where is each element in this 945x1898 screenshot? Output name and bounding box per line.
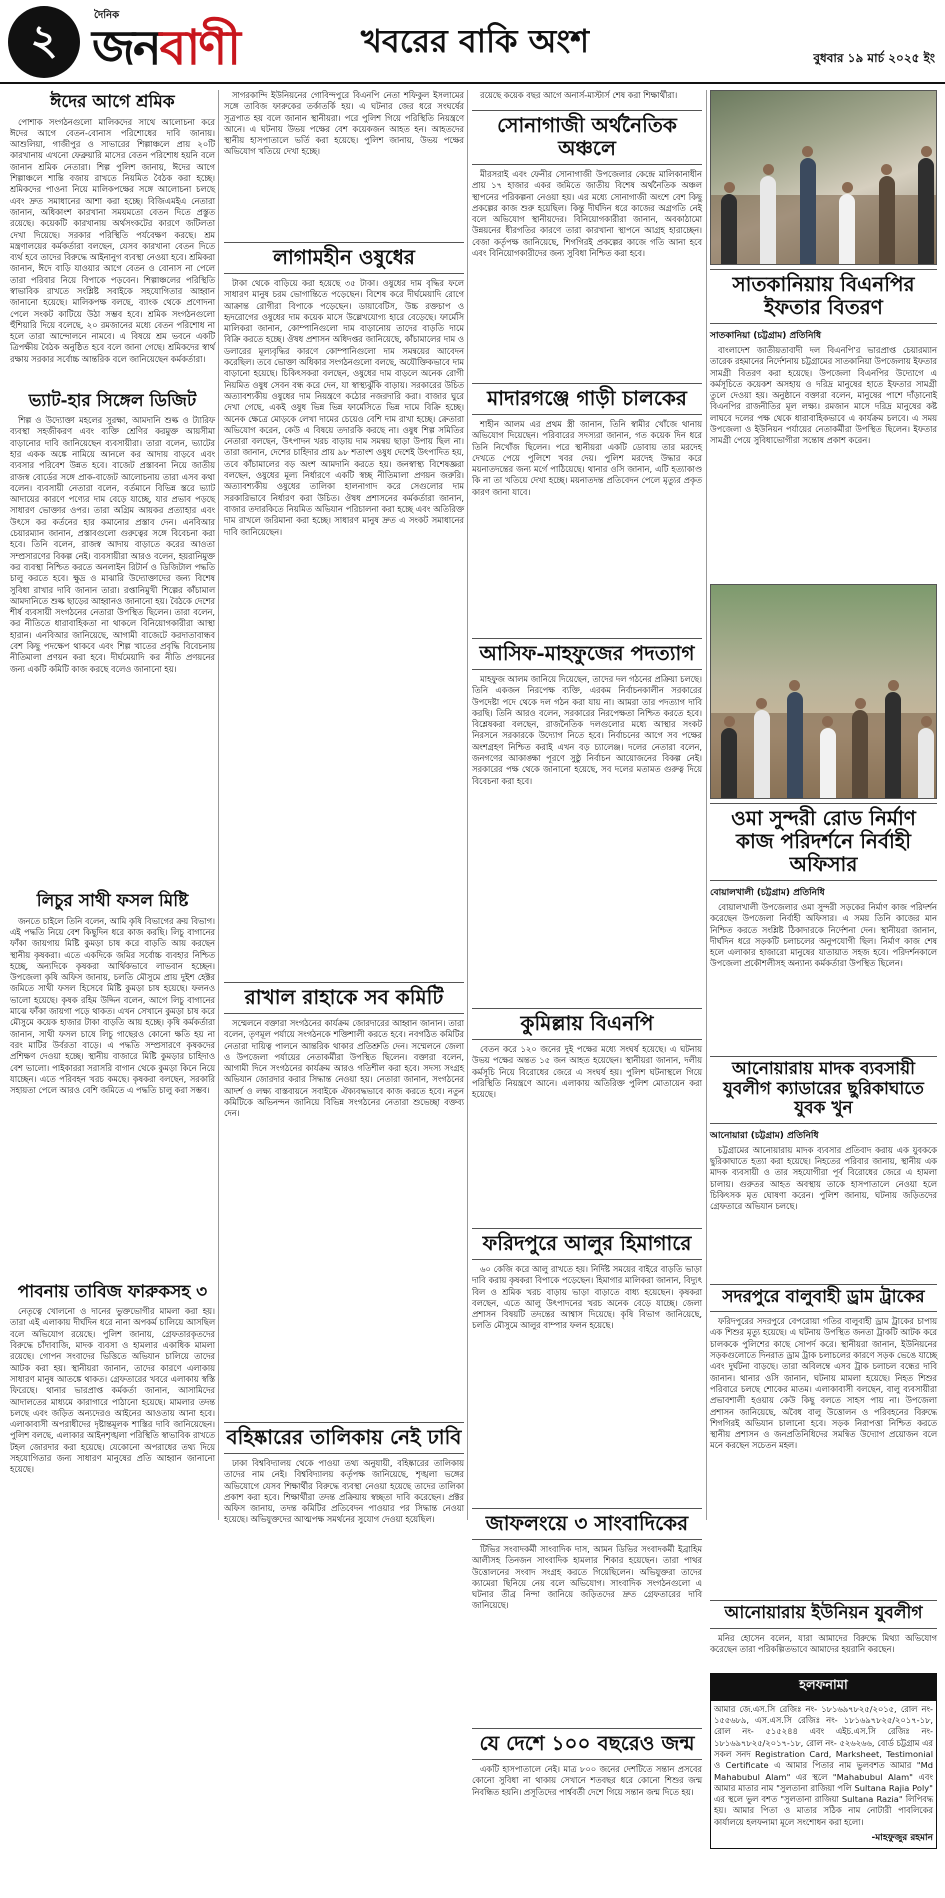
story-headline: যে দেশে ১০০ বছরেও জন্ম	[472, 1728, 702, 1760]
news-story	[224, 1422, 464, 1758]
newspaper-logo	[92, 8, 267, 78]
photo-ground	[711, 195, 936, 264]
story-body: সম্মেলনে বক্তারা সংগঠনের কার্যক্রম জোরদারের আহ্বান জানান। তারা বলেন, তৃণমূল পর্যায়ে সংগঠনকে শক্তিশালী করতে হবে। নবগঠিত কমিটির নেতারা দায়িত্ব পালনে আন্তরিক থাকার প্রতিশ্রুতি দেন। সম্মেলনে জেলা ও উপজেলা পর্যায়ের নেতাকর্মীরা উপস্থিত ছিলেন। বক্তারা বলেন, আগামী দিনে সংগঠনের কার্যক্রম আরও গতিশীল করা হবে। সদস্য সংগ্রহ অভিযান জোরদার করার সিদ্ধান্ত নেওয়া হয়। নেতারা জানান, সংগঠনের আদর্শ ও লক্ষ্য বাস্তবায়নে সবাইকে ঐক্যবদ্ধভাবে কাজ করতে হবে। নতুন কমিটিকে অভিনন্দন জানিয়ে বিভিন্ন সংগঠনের নেতারা শুভেচ্ছা বক্তব্য দেন।	[224, 1018, 464, 1119]
story-headline: পাবনায় তাবিজ ফারুকসহ ৩	[17, 1281, 208, 1302]
photo-person-head	[921, 146, 932, 157]
story-headline: সদরপুরে বালুবাহী ড্রাম ট্রাকের	[710, 1284, 937, 1313]
story-body: টাকা থেকে বাড়িয়ে করা হয়েছে ৩৫ টাকা। ওষুধের দাম বৃদ্ধির ফলে সাধারণ মানুষ চরম ভোগান্তিতে পড়েছেন। বিশেষ করে দীর্ঘমেয়াদি রোগে আক্রান্ত রোগীরা বিপাকে পড়েছেন। ডায়াবেটিস, উচ্চ রক্তচাপ ও হৃদরোগের ওষুধের দাম কয়েক মাসে উল্লেখযোগ্য হারে বেড়েছে। ফার্মেসি মালিকরা জানান, কোম্পানিগুলো দাম বাড়ানোয় তাদের বাড়তি দামে বিক্রি করতে হচ্ছে। ঔষধ প্রশাসন অধিদপ্তর জানিয়েছে, কাঁচামালের দাম ও ডলারের মূল্যবৃদ্ধির কারণে কোম্পানিগুলো দাম সমন্বয়ের আবেদন করেছিল। তবে ভোক্তা অধিকার সংগঠনগুলো বলছে, অযৌক্তিকভাবে দাম বাড়ানো হয়েছে। চিকিৎসকরা বলছেন, ওষুধের দাম বাড়লে অনেক রোগী নিয়মিত ওষুধ সেবন বন্ধ করে দেন, যা স্বাস্থ্যঝুঁকি বাড়ায়। সরকারের উচিত অত্যাবশ্যকীয় ওষুধের দাম নিয়ন্ত্রণে কঠোর নজরদারি করা। বাজার ঘুরে দেখা গেছে, একই ওষুধ ভিন্ন ভিন্ন ফার্মেসিতে ভিন্ন দামে বিক্রি হচ্ছে। অনেক ক্ষেত্রে মোড়কে লেখা দামের চেয়েও বেশি দাম রাখা হচ্ছে। ক্রেতারা অভিযোগ করেন, কেউ এ বিষয়ে তদারকি করছে না। ওষুধ শিল্প সমিতির নেতারা বলছেন, উৎপাদন খরচ বাড়ায় দাম সমন্বয় ছাড়া উপায় ছিল না। তারা জানান, দেশের চাহিদার প্রায় ৯৮ শতাংশ ওষুধ দেশেই উৎপাদিত হয়, তবে কাঁচামালের বড় অংশ আমদানি করতে হয়। জনস্বাস্থ্য বিশেষজ্ঞরা বলছেন, ওষুধের মূল্য নির্ধারণে একটি স্বচ্ছ নীতিমালা প্রণয়ন জরুরি। অত্যাবশ্যকীয় ওষুধের তালিকা হালনাগাদ করে সেগুলোর দাম সরকারিভাবে নির্ধারণ করা উচিত। ঔষধ প্রশাসনের কর্মকর্তারা জানান, বাজার তদারকিতে নিয়মিত অভিযান পরিচালনা করা হচ্ছে এবং অতিরিক্ত দাম রাখলে জরিমানা করা হচ্ছে। সাধারণ মানুষ দ্রুত এ সংকট সমাধানের দাবি জানিয়েছেন।	[224, 278, 464, 537]
story-headline: বহিষ্কারের তালিকায় নেই ঢাবি	[224, 1422, 464, 1454]
photo-person	[721, 194, 737, 264]
news-story	[472, 90, 702, 106]
story-body: শিল্প ও উদ্যোক্তা মহলের সুরক্ষা, আমদানি শুল্ক ও ট্যারিফ ব্যবস্থা সহজীকরণ এবং ব্যক্তি শ্রেণির করমুক্ত আয়সীমা বাড়ানোর দাবি জানিয়েছেন ব্যবসায়ীরা। তারা বলেন, ভ্যাটের হার একক অঙ্কে নামিয়ে আনলে কর আদায় বাড়বে এবং ব্যবসার পরিবেশ উন্নত হবে। বাজেট প্রস্তাবনা নিয়ে জাতীয় রাজস্ব বোর্ডের সঙ্গে প্রাক-বাজেট আলোচনায় তারা এসব কথা বলেন। ব্যবসায়ী নেতারা বলেন, বর্তমানে বিভিন্ন স্তরে ভ্যাট আদায়ের কারণে পণ্যের দাম বেড়ে যাচ্ছে, যার প্রভাব পড়ছে সাধারণ ভোক্তার ওপর। তারা অগ্রিম আয়কর প্রত্যাহার এবং উৎসে কর কর্তনের হার কমানোর প্রস্তাব দেন। এনবিআর চেয়ারম্যান জানান, প্রস্তাবগুলো গুরুত্বের সঙ্গে বিবেচনা করা হবে। তিনি বলেন, রাজস্ব আদায় বাড়াতে করের আওতা সম্প্রসারণের বিকল্প নেই। ব্যবসায়ীরা আরও বলেন, হয়রানিমুক্ত কর ব্যবস্থা নিশ্চিত করতে অনলাইন রিটার্ন ও ডিজিটাল পদ্ধতি চালু করতে হবে। ক্ষুদ্র ও মাঝারি উদ্যোক্তাদের জন্য বিশেষ সুবিধা রাখার দাবি জানান তারা। রপ্তানিমুখী শিল্পের কাঁচামাল আমদানিতে শুল্ক ছাড়ের আহ্বানও জানানো হয়। বৈঠকে দেশের শীর্ষ ব্যবসায়ী সংগঠনের নেতারা উপস্থিত ছিলেন। তারা বলেন, কর নীতিতে ধারাবাহিকতা না থাকলে বিনিয়োগকারীরা আস্থা হারান। এনবিআর জানিয়েছে, আগামী বাজেটে করদাতাবান্ধব বেশ কিছু পদক্ষেপ থাকবে এবং শিল্প খাতের প্রবৃদ্ধি বিবেচনায় নীতিমালা প্রণয়ন করা হবে। দীর্ঘমেয়াদি কর নীতি প্রণয়নের জন্য একটি কমিটি কাজ করছে বলেও জানানো হয়।	[10, 415, 215, 674]
story-body: ফরিদপুরের সদরপুরে বেপরোয়া গতির বালুবাহী ড্রাম ট্রাকের চাপায় এক শিশুর মৃত্যু হয়েছে। এ ঘটনায় উপস্থিত জনতা ট্রাকটি আটক করে চালককে পুলিশের কাছে সোপর্দ করে। স্থানীয়রা জানান, ইউনিয়নের সড়কগুলোতে দিনরাত ড্রাম ট্রাক চলাচলের কারণে সড়ক ভেঙে যাচ্ছে এবং দুর্ঘটনা বাড়ছে। তারা অবিলম্বে এসব ট্রাক চলাচল বন্ধের দাবি জানান। থানার ওসি জানান, ঘটনায় মামলা হয়েছে। নিহত শিশুর পরিবারে চলছে শোকের মাতম। এলাকাবাসী বলছেন, বালু ব্যবসায়ীরা প্রভাবশালী হওয়ায় কেউ কিছু বলতে সাহস পায় না। উপজেলা প্রশাসন জানিয়েছে, অবৈধ বালু উত্তোলন ও পরিবহনের বিরুদ্ধে শিগগিরই অভিযান চালানো হবে। সড়ক নিরাপত্তা নিশ্চিত করতে স্থানীয় প্রশাসন ও জনপ্রতিনিধিদের সমন্বিত উদ্যোগ প্রয়োজন বলে মনে করছেন সচেতন মহল।	[710, 1316, 937, 1451]
story-headline: সাতকানিয়ায় বিএনপির ইফতার বিতরণ	[710, 269, 937, 324]
column-divider	[706, 90, 707, 1520]
photo-person	[918, 728, 934, 798]
story-body: ঢাকা বিশ্ববিদ্যালয় থেকে পাওয়া তথ্য অনুযায়ী, বহিষ্কারের তালিকায় তাদের নাম নেই। বিশ্ববিদ্যালয় কর্তৃপক্ষ জানিয়েছে, শৃঙ্খলা ভঙ্গের অভিযোগে যেসব শিক্ষার্থীর বিরুদ্ধে ব্যবস্থা নেওয়া হয়েছে তাদের তালিকা প্রকাশ করা হবে। শিক্ষার্থীরা তদন্ত প্রক্রিয়ায় স্বচ্ছতা দাবি করেছেন। প্রক্টর অফিস জানায়, তদন্ত কমিটির প্রতিবেদন পাওয়ার পর সিদ্ধান্ত নেওয়া হয়েছে। অভিযুক্তদের আত্মপক্ষ সমর্থনের সুযোগ দেওয়া হয়েছিল।	[224, 1458, 464, 1525]
story-headline: কুমিল্লায় বিএনপি	[472, 1008, 702, 1040]
photo-person	[879, 176, 895, 264]
story-body: বাংলাদেশ জাতীয়তাবাদী দল বিএনপি'র ভারপ্রাপ্ত চেয়ারম্যান তারেক রহমানের নির্দেশনায় চট্টগ্রামের সাতকানিয়া উপজেলায় ইফতার সামগ্রী বিতরণ করা হয়েছে। উপজেলা বিএনপির উদ্যোগে এ কর্মসূচিতে কয়েকশ অসহায় ও দরিদ্র মানুষের হাতে ইফতার সামগ্রী তুলে দেওয়া হয়। অনুষ্ঠানে বক্তারা বলেন, মানুষের পাশে দাঁড়ানোই বিএনপির রাজনীতির মূল লক্ষ্য। রমজান মাসে দরিদ্র মানুষের কষ্ট লাঘবে দলের পক্ষ থেকে ধারাবাহিকভাবে এ কার্যক্রম চলবে। এ সময় উপজেলা ও ইউনিয়ন পর্যায়ের নেতাকর্মীরা উপস্থিত ছিলেন। ইফতার সামগ্রী পেয়ে সুবিধাভোগীরা সন্তোষ প্রকাশ করেন।	[710, 345, 937, 446]
news-story	[224, 242, 464, 978]
logo-prefix: দৈনিক	[94, 10, 120, 21]
news-story	[224, 982, 464, 1418]
story-headline: মাদারগঞ্জে গাড়ী চালকের	[472, 383, 702, 415]
story-byline: সাতকানিয়া (চট্টগ্রাম) প্রতিনিধি	[710, 331, 822, 341]
photo-person-head	[842, 182, 853, 193]
news-story	[710, 1284, 937, 1597]
news-story	[472, 1728, 702, 1894]
story-body: ৬০ কেজি করে আলু রাখতে হয়। নির্দিষ্ট সময়ের বাইরে বাড়তি ভাড়া দাবি করায় কৃষকরা বিপাকে পড়েছেন। হিমাগার মালিকরা জানান, বিদ্যুৎ বিল ও শ্রমিক খরচ বাড়ায় ভাড়া বাড়াতে বাধ্য হয়েছেন। কৃষকরা বলছেন, এতে আলু উৎপাদনের খরচ অনেক বেড়ে যাচ্ছে। জেলা প্রশাসন বিষয়টি তদন্তের আশ্বাস দিয়েছে। কৃষি বিভাগ জানিয়েছে, চলতি মৌসুমে আলুর বাম্পার ফলন হয়েছে।	[472, 1264, 702, 1331]
story-headline: ওমা সুন্দরী রোড নির্মাণ কাজ পরিদর্শনে নির্বাহী অফিসার	[710, 803, 937, 881]
photo-person-head	[789, 680, 800, 691]
photo-person-head	[855, 698, 866, 709]
issue-date: বুধবার ১৯ মার্চ ২০২৫ ইং	[813, 51, 935, 65]
column-4	[710, 90, 937, 1849]
story-byline: বোয়ালখালী (চট্টগ্রাম) প্রতিনিধি	[710, 888, 825, 898]
news-story	[10, 1280, 215, 1602]
column-2	[224, 90, 464, 1762]
news-photo-iftar	[710, 90, 937, 265]
column-divider	[467, 90, 468, 1520]
story-body: বোয়ালখালী উপজেলার ওমা সুন্দরী সড়কের নির্মাণ কাজ পরিদর্শন করেছেন উপজেলা নির্বাহী অফিসার। এ সময় তিনি কাজের মান নিশ্চিত করতে সংশ্লিষ্ট ঠিকাদারকে নির্দেশনা দেন। স্থানীয়রা জানান, দীর্ঘদিন ধরে সড়কটি চলাচলের অনুপযোগী ছিল। নির্মাণ কাজ শেষ হলে এলাকার হাজারো মানুষের যাতায়াত সহজ হবে। পরিদর্শনকালে উপজেলা প্রকৌশলীসহ অন্যান্য কর্মকর্তারা উপস্থিত ছিলেন।	[710, 902, 937, 969]
photo-person	[839, 194, 855, 264]
affidavit-box	[710, 1700, 937, 1849]
logo-part-2: বাণী	[159, 20, 240, 76]
story-body: শাহীন আলম এর প্রথম স্ত্রী জানান, তিনি স্বামীর খোঁজে থানায় অভিযোগ দিয়েছেন। পরিবারের সদস্যরা জানান, গত কয়েক দিন ধরে তিনি নিখোঁজ ছিলেন। পরে স্থানীয়রা একটি ডোবায় তার মরদেহ দেখতে পেয়ে পুলিশে খবর দেয়। পুলিশ মরদেহ উদ্ধার করে ময়নাতদন্তের জন্য মর্গে পাঠিয়েছে। থানার ওসি জানান, এটি হত্যাকাণ্ড কি না তা খতিয়ে দেখা হচ্ছে। ময়নাতদন্ত প্রতিবেদন পেলে মৃত্যুর প্রকৃত কারণ জানা যাবে।	[472, 419, 702, 497]
logo-part-1: জন	[92, 20, 160, 76]
news-story	[472, 1228, 702, 1504]
photo-person-head	[802, 146, 813, 157]
photo-person	[800, 158, 816, 264]
photo-person	[787, 692, 803, 798]
column-divider	[218, 90, 219, 1520]
story-headline: লাগামহীন ওষুধের	[224, 242, 464, 274]
photo-person-head	[756, 698, 767, 709]
story-body: বেতন করে ১২০ জনের দুই পক্ষের মধ্যে সংঘর্ষ হয়েছে। এ ঘটনায় উভয় পক্ষের অন্তত ১৫ জন আহত হয়েছেন। স্থানীয়রা জানান, দলীয় কর্মসূচি নিয়ে বিরোধের জেরে এ সংঘর্ষ হয়। পুলিশ ঘটনাস্থলে গিয়ে পরিস্থিতি নিয়ন্ত্রণে আনে। এলাকায় অতিরিক্ত পুলিশ মোতায়েন করা হয়েছে।	[472, 1044, 702, 1100]
story-headline: রাখাল রাহাকে সব কমিটি	[224, 982, 464, 1014]
photo-person	[820, 728, 836, 798]
story-body: মীরসরাই এবং ফেনীর সোনাগাজী উপজেলার কেন্দ্রে মালিকানাধীন প্রায় ১৭ হাজার একর জমিতে জাতীয় বিশেষ অর্থনৈতিক অঞ্চল স্থাপনের পরিকল্পনা নেওয়া হয়। এর মধ্যে সোনাগাজী অংশে বেশ কিছু প্রকল্পের কাজ শুরু হয়েছিল। কিন্তু দীর্ঘদিন ধরে কাজের অগ্রগতি নেই বলে অভিযোগ স্থানীয়দের। বিনিয়োগকারীরা জানান, অবকাঠামো উন্নয়নের ধীরগতির কারণে তারা কারখানা স্থাপনে আগ্রহ হারাচ্ছেন। বেজা কর্তৃপক্ষ জানিয়েছে, শিগগিরই প্রকল্পের কাজে গতি আনা হবে এবং বিনিয়োগকারীদের জন্য সুবিধা নিশ্চিত করা হবে।	[472, 169, 702, 259]
story-body: একটি হাসপাতালে নেই। মাত্র ৮০০ জনের দেশটিতে সন্তান প্রসবের কোনো সুবিধা না থাকায় সেখানে শতবছর ধরে কোনো শিশুর জন্ম নিবন্ধিত হয়নি। প্রসূতিদের পার্শ্ববর্তী দেশে গিয়ে সন্তান জন্ম দিতে হয়।	[472, 1764, 702, 1797]
news-story	[710, 803, 937, 1052]
news-story	[472, 1508, 702, 1724]
news-story	[10, 90, 215, 385]
story-headline: ঈদের আগে শ্রমিক	[50, 92, 175, 112]
masthead	[0, 0, 945, 84]
story-body: মনির হোসেন বলেন, যারা আমাদের বিরুদ্ধে মিথ্যা অভিযোগ করেছেন তারা পরিকল্পিতভাবে আমাদের হয়রানি করছেন।	[710, 1632, 937, 1655]
affidavit-body: আমার জে.এস.সি রেজিঃ নং- ১৮১৬৯৭৮২৫/২০১৫, রোল নং- ১৫৫৬৮৯, এস.এস.সি রেজিঃ নং- ১৮১৬৯৭৮২৫/২০১৭-১৮, রোল নং- ৫১৫২৪৪ এবং এইচ.এস.সি রেজিঃ নং- ১৮১৬৯৭৮২৫/২০১৭-১৮, রোল নং- ৫২৬২৬৬, বোর্ড চট্টগ্রাম এর সকল সনদ Registration Card, Marksheet, Testimonial ও Certificate এ আমার পিতার নাম ভুলবশত আমার "Md Mahabubul Alam" এর স্থলে "Mahabubul Alam" এবং আমার মাতার নাম "সুলতানা রাজিয়া পলি Sultana Rajia Poly" এর স্থলে ভুল বশত "সুলতানা রাজিয়া Sultana Razia" লিপিবদ্ধ হয়। আমার পিতা ও মাতার সঠিক নাম নোটারী পাবলিকের কার্যালয়ে হলফনামা মূলে সংশোধন করা হলো।	[714, 1703, 933, 1827]
story-headline: আসিফ-মাহফুজের পদত্যাগ	[472, 638, 702, 670]
affidavit-title: হলফনামা	[710, 1673, 937, 1700]
news-story	[472, 1008, 702, 1224]
page-number: ২	[8, 6, 80, 78]
photo-person-head	[724, 716, 735, 727]
news-photo-road	[710, 584, 937, 799]
story-headline: ভ্যাট-হার সিঙ্গেল ডিজিট	[28, 390, 197, 411]
story-headline: লিচুর সাথী ফসল মিষ্টি	[36, 891, 189, 912]
news-story	[472, 383, 702, 634]
story-body: জনতে চাইলে তিনি বলেন, আমি কৃষি বিভাগের ক্রয় বিভাগ। এই পদ্ধতি নিয়ে বেশ কিছুদিন ধরে কাজ করছি। লিচু বাগানের ফাঁকা জায়গায় মিষ্টি কুমড়া চাষ করে বাড়তি আয় করছেন স্থানীয় কৃষকরা। এতে একদিকে জমির সর্বোচ্চ ব্যবহার নিশ্চিত হচ্ছে, অন্যদিকে কৃষকরা আর্থিকভাবে লাভবান হচ্ছেন। উপজেলা কৃষি অফিস জানায়, চলতি মৌসুমে প্রায় দুইশ হেক্টর জমিতে সাথী ফসল হিসেবে মিষ্টি কুমড়া চাষ হয়েছে। ফলনও ভালো হয়েছে। কৃষক রহিম উদ্দিন বলেন, আগে লিচু বাগানের মাঝে ফাঁকা জায়গা পড়ে থাকত। এখন সেখানে কুমড়া চাষ করে মৌসুমে কয়েক হাজার টাকা বাড়তি আয় হচ্ছে। কৃষি কর্মকর্তারা জানান, সাথী ফসল চাষে লিচু গাছেরও কোনো ক্ষতি হয় না বরং মাটির উর্বরতা বাড়ে। এ পদ্ধতি সম্প্রসারণে কৃষকদের প্রশিক্ষণ দেওয়া হচ্ছে। স্থানীয় বাজারে মিষ্টি কুমড়ার চাহিদাও বেশ ভালো। পাইকাররা সরাসরি বাগান থেকে কুমড়া কিনে নিয়ে যাচ্ছেন। এতে পরিবহন খরচ কমছে। কৃষকরা বলছেন, সরকারি সহায়তা পেলে আরও বেশি জমিতে এ পদ্ধতি চালু করা সম্ভব।	[10, 915, 215, 1096]
story-body: টিভির সংবাদকর্মী সাংবাদিক দাস, আমন ডিভির সংবাদকর্মী ইব্রাহিম আলীসহ তিনজন সাংবাদিক হামলার শিকার হয়েছেন। তারা পাথর উত্তোলনের সংবাদ সংগ্রহ করতে গিয়েছিলেন। অভিযুক্তরা তাদের ক্যামেরা ছিনিয়ে নেয় বলে অভিযোগ। সাংবাদিক সংগঠনগুলো এ ঘটনার তীব্র নিন্দা জানিয়ে জড়িতদের দ্রুত গ্রেফতারের দাবি জানিয়েছে।	[472, 1544, 702, 1611]
news-story	[10, 889, 215, 1276]
story-body: রয়েছে কয়েক বছর আগে অনার্স-মাস্টার্স শেষ করা শিক্ষার্থীরা।	[480, 90, 678, 100]
news-story	[224, 90, 464, 238]
affidavit-signature: -মাহফুজুর রহমান	[871, 1833, 933, 1843]
photo-person	[852, 710, 868, 798]
photo-person	[918, 158, 934, 264]
news-story	[710, 1056, 937, 1280]
story-headline: সোনাগাজী অর্থনৈতিক অঞ্চলে	[472, 110, 702, 165]
photo-person	[754, 710, 770, 798]
photo-person-head	[763, 164, 774, 175]
story-body: পোশাক সংগঠনগুলো মালিকদের সাথে আলোচনা করে ঈদের আগে বেতন-বোনাস পরিশোধের দাবি জানায়। আশুলিয়া, গাজীপুর ও সাভারের শিল্পাঞ্চলে প্রায় ২০টি কারখানায় এখনো ফেব্রুয়ারি মাসের বেতন পরিশোধ হয়নি বলে জানান শ্রমিক নেতারা। শিল্প পুলিশ জানায়, ঈদের আগে শিল্পাঞ্চলে শান্তি বজায় রাখতে নিয়মিত বৈঠক করা হচ্ছে। শ্রমিকদের পাওনা নিয়ে মালিকপক্ষের সঙ্গে আলোচনা চলছে এবং দ্রুত সমাধানের আশা করা হচ্ছে। বিজিএমইএ নেতারা জানান, অধিকাংশ কারখানা সময়মতো বেতন দিতে প্রস্তুত রয়েছে। কয়েকটি কারখানায় অর্থসংকটের কারণে জটিলতা দেখা দিয়েছে। সরকার পরিস্থিতি পর্যবেক্ষণ করছে। শ্রম মন্ত্রণালয়ের কর্মকর্তারা বলছেন, যেসব কারখানা বেতন দিতে ব্যর্থ হবে তাদের বিরুদ্ধে আইনানুগ ব্যবস্থা নেওয়া হবে। শ্রমিকরা জানান, ঈদে বাড়ি যাওয়ার আগে বেতন ও বোনাস না পেলে তারা পরিবার নিয়ে বিপাকে পড়বেন। শিল্পাঞ্চলের পরিস্থিতি স্বাভাবিক রাখতে সংশ্লিষ্ট সবাইকে সহযোগিতার আহ্বান জানানো হয়েছে। মালিকপক্ষ বলছে, ব্যাংক থেকে প্রণোদনা পেলে সংকট কাটিয়ে উঠা সম্ভব হবে। শ্রমিক সংগঠনগুলো হুঁশিয়ারি দিয়ে বলেছে, ২০ রমজানের মধ্যে বেতন পরিশোধ না হলে তারা আন্দোলনে নামবে। এ বিষয়ে শ্রম ভবনে একটি ত্রিপক্ষীয় বৈঠক অনুষ্ঠিত হবে বলে জানা গেছে। শ্রমিকদের স্বার্থ রক্ষায় সরকার সর্বোচ্চ আন্তরিক বলে জানিয়েছেন কর্মকর্তারা।	[10, 116, 215, 364]
story-headline: আনোয়ারায় ইউনিয়ন যুবলীগ	[710, 1600, 937, 1629]
story-byline: আনোয়ারা (চট্টগ্রাম) প্রতিনিধি	[710, 1130, 819, 1141]
photo-person-head	[921, 716, 932, 727]
logo-text	[92, 18, 239, 78]
photo-person-head	[724, 182, 735, 193]
news-story	[472, 110, 702, 379]
photo-person-head	[881, 164, 892, 175]
story-body: সাগরকান্দি ইউনিয়নের গোবিন্দপুরে বিএনপি নেতা শফিকুল ইসলামের সঙ্গে তাবিজ ফারুকের তর্কাতর্কি হয়। এ ঘটনার জের ধরে সংঘর্ষের সূত্রপাত হয় বলে জানান স্থানীয়রা। পরে পুলিশ গিয়ে পরিস্থিতি নিয়ন্ত্রণে আনে। এ ঘটনায় উভয় পক্ষের বেশ কয়েকজন আহত হন। আহতদের স্থানীয় হাসপাতালে ভর্তি করা হয়েছে। পুলিশ জানায়, উভয় পক্ষের অভিযোগ খতিয়ে দেখা হচ্ছে।	[224, 90, 464, 157]
story-body: মাহফুজ আলম জানিয়ে দিয়েছেন, তাদের দল গঠনের প্রক্রিয়া চলছে। তিনি একজন নিরপেক্ষ ব্যক্তি, এরকম নির্বাচনকালীন সরকারের উপদেষ্টা পদে থেকে দল গঠন করা যায় না। আমরা তার পদত্যাগ দাবি করছি। তিনি আরও বলেন, সরকারের নিরপেক্ষতা নিশ্চিত করতে হবে। বিশ্লেষকরা বলছেন, রাজনৈতিক দলগুলোর মধ্যে আস্থার সংকট নিরসনে সরকারকে উদ্যোগ নিতে হবে। নির্বাচনের আগে সব পক্ষের অংশগ্রহণ নিশ্চিত করাই এখন বড় চ্যালেঞ্জ। দলের নেতারা বলেন, জনগণের আকাঙ্ক্ষা পূরণে সুষ্ঠু নির্বাচন আয়োজনের বিকল্প নেই। সরকারের পক্ষ থেকে জানানো হয়েছে, সব দলের মতামত গুরুত্ব দিয়ে বিবেচনা করা হবে।	[472, 674, 702, 786]
section-title: খবরের বাকি অংশ	[360, 22, 590, 60]
news-story	[472, 638, 702, 1004]
news-story	[10, 389, 215, 886]
photo-person-head	[822, 716, 833, 727]
story-headline: জাফলংয়ে ৩ সাংবাদিকের	[472, 1508, 702, 1540]
news-story	[710, 1600, 937, 1669]
story-body: নেতৃত্বে খোলনো ও দানের ভুক্তভোগীর মামলা করা হয়। তারা এই এলাকায় দীর্ঘদিন ধরে নানা অপকর্ম চালিয়ে আসছিল বলে অভিযোগ রয়েছে। পুলিশ জানায়, গ্রেফতারকৃতদের বিরুদ্ধে চাঁদাবাজি, মাদক ব্যবসা ও হামলার একাধিক মামলা রয়েছে। গোপন সংবাদের ভিত্তিতে অভিযান চালিয়ে তাদের আটক করা হয়। স্থানীয়রা জানান, তাদের কারণে এলাকায় সাধারণ মানুষ আতঙ্কে থাকত। গ্রেফতারের খবরে এলাকায় স্বস্তি ফিরেছে। থানার ভারপ্রাপ্ত কর্মকর্তা জানান, আসামিদের আদালতের মাধ্যমে কারাগারে পাঠানো হয়েছে। মামলার তদন্ত চলছে এবং জড়িত অন্যদেরও আইনের আওতায় আনা হবে। এলাকাবাসী অপরাধীদের দৃষ্টান্তমূলক শাস্তির দাবি জানিয়েছেন। পুলিশ বলছে, এলাকার আইনশৃঙ্খলা পরিস্থিতি স্বাভাবিক রাখতে টহল জোরদার করা হয়েছে। যেকোনো অপরাধের তথ্য দিয়ে সহযোগিতার জন্য সাধারণ মানুষের প্রতি আহ্বান জানানো হয়েছে।	[10, 1306, 215, 1475]
column-3	[472, 90, 702, 1898]
photo-person	[885, 692, 901, 798]
story-headline: ফরিদপুরে আলুর হিমাগারে	[472, 1228, 702, 1260]
story-headline: আনোয়ারায় মাদক ব্যবসায়ী যুবলীগ ক্যাডারের ছুরিকাঘাতে যুবক খুন	[710, 1056, 937, 1124]
photo-person-head	[888, 680, 899, 691]
photo-person	[760, 176, 776, 264]
photo-person	[721, 728, 737, 798]
story-body: চট্টগ্রামের আনোয়ারায় মাদক ব্যবসার প্রতিবাদ করায় এক যুবককে ছুরিকাঘাতে হত্যা করা হয়েছে। নিহতের পরিবার জানায়, স্থানীয় এক মাদক ব্যবসায়ী ও তার সহযোগীরা পূর্ব বিরোধের জেরে এ হামলা চালায়। গুরুতর আহত অবস্থায় তাকে হাসপাতালে নেওয়া হলে চিকিৎসক মৃত ঘোষণা করেন। পুলিশ জানায়, ঘটনায় জড়িতদের গ্রেফতারে অভিযান চলছে।	[710, 1144, 937, 1212]
column-1	[10, 90, 215, 1605]
news-story	[710, 269, 937, 580]
